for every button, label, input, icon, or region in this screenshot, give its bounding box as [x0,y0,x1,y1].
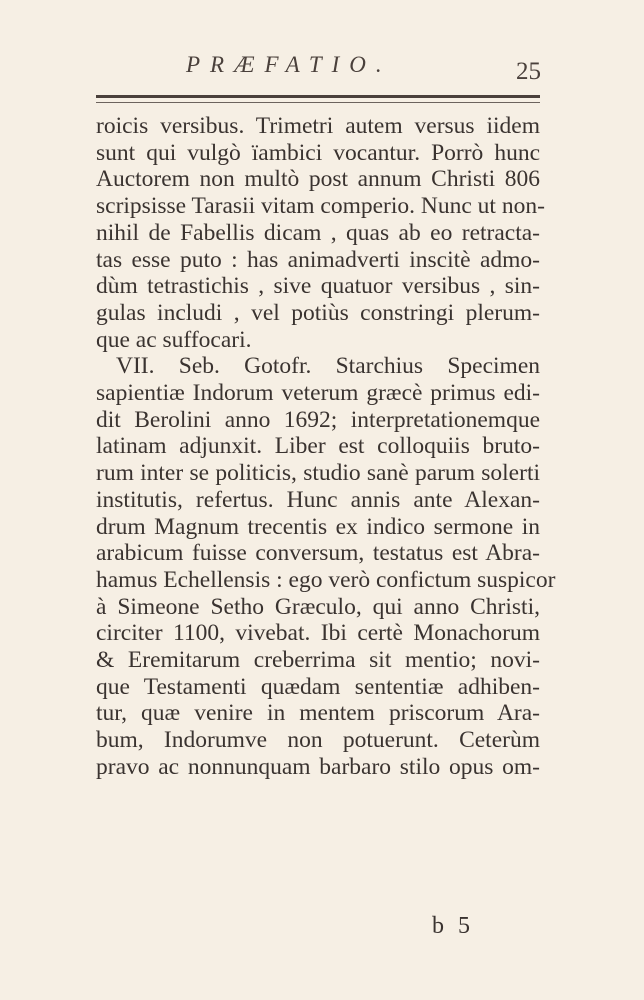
header-rule-thin [96,102,540,103]
body-text [96,113,556,781]
text-line: nihil de Fabellis dicam , quas ab eo retracta- [96,219,540,246]
text-line: à Simeone Setho Græculo, qui anno Christi, [96,593,540,620]
text-line: dùm tetrastichis , sive quatuor versibus , sin- [96,273,540,300]
text-line: VII. Seb. Gotofr. Starchius Specimen [116,353,540,380]
text-line: hamus Echellensis : ego verò confictum suspicor [96,566,556,593]
text-line: sunt qui vulgò ïambici vocantur. Porrò hunc [96,139,540,166]
text-line: circiter 1100, vivebat. Ibi certè Monachorum [96,620,540,647]
text-line: pravo ac nonnunquam barbaro stilo opus om- [96,753,540,780]
text-line: drum Magnum trecentis ex indico sermone in [96,513,540,540]
text-line: scripsisse Tarasii vitam comperio. Nunc ut non- [96,193,545,220]
text-line: tas esse puto : has animadverti inscitè admo- [96,246,540,273]
text-line: roicis versibus. Trimetri autem versus iidem [96,113,540,139]
text-line: tur, quæ venire in mentem priscorum Ara- [96,700,540,727]
page-number: 25 [516,58,541,85]
text-line: & Eremitarum creberrima sit mentio; novi- [96,647,540,674]
text-line: Auctorem non multò post annum Christi 806 [96,166,540,193]
signature-mark: b 5 [432,913,474,939]
text-line: que Testamenti quædam sententiæ adhiben- [96,673,540,700]
running-head: PRÆFATIO. [186,52,392,77]
text-line: arabicum fuisse conversum, testatus est Abra- [96,540,540,567]
text-line: sapientiæ Indorum veterum græcè primus edi- [96,380,540,407]
text-line: gulas includi , vel potiùs constringi plerum- [96,299,540,326]
header-rule-thick [96,95,540,98]
text-line: rum inter se politicis, studio sanè parum solerti [96,460,540,487]
text-line: dit Berolini anno 1692; interpretationemque [96,406,540,433]
text-line: que ac suffocari. [96,326,252,353]
text-line: latinam adjunxit. Liber est colloquiis bruto- [96,433,540,460]
text-line: institutis, refertus. Hunc annis ante Alexan- [96,486,540,513]
text-line: bum, Indorumve non potuerunt. Ceterùm [96,727,540,754]
